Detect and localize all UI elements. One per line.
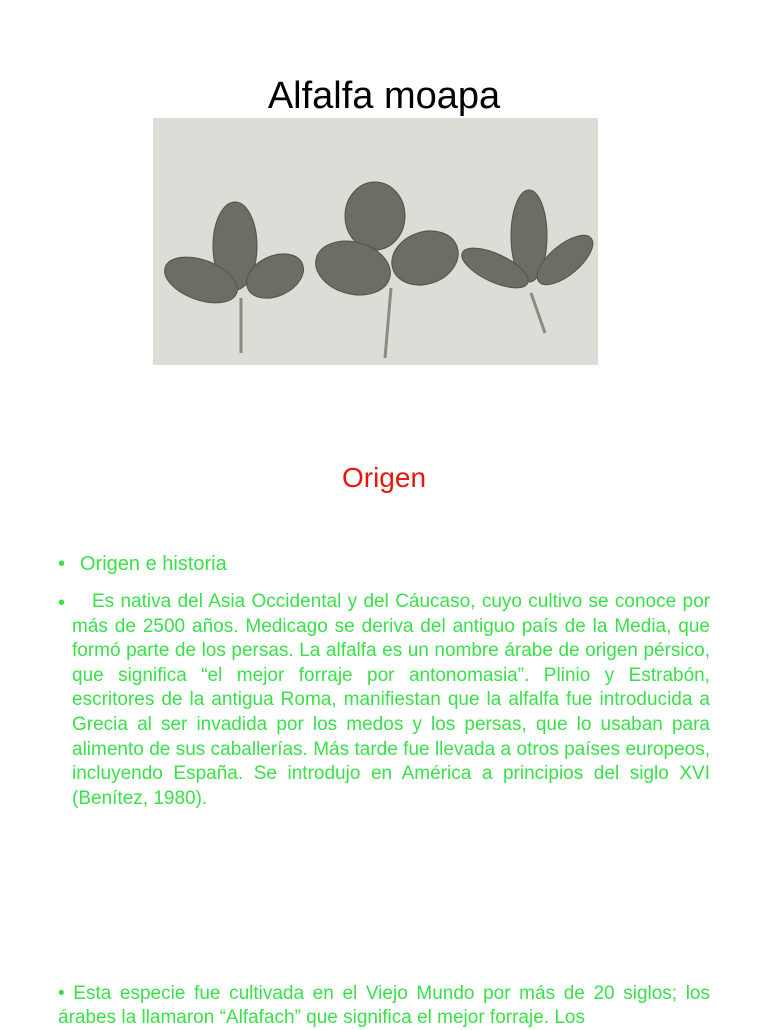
alfalfa-leaves-photo bbox=[153, 118, 598, 365]
paragraph-origin-history: Es nativa del Asia Occidental y del Cáucaso, cuyo cultivo se conoce por más de 2500 años. Medicago se deriva del antiguo país de la Media, que formó parte de los persas. La alfalfa es un nombre árabe de origen pérsico, que significa “el mejor forraje por antonomasia”. Plinio y Estrabón, escritores de la antigua Roma, manifiestan que la alfalfa fue introducida a Grecia al ser invadida por los medos y los persas, que lo usaban para alimento de sus caballerías. Más tarde fue llevada a otros países europeos, incluyendo España. Se introdujo en América a principios del siglo XVI (Benítez, 1980). bbox=[72, 591, 710, 809]
bullet-text: Origen e historia bbox=[80, 553, 227, 575]
bullet-marker: • bbox=[58, 983, 65, 1004]
bullet-marker: • bbox=[58, 592, 66, 614]
slide-title: Alfalfa moapa bbox=[267, 75, 501, 117]
section-title-origen: Origen bbox=[341, 462, 427, 493]
leaves-illustration bbox=[153, 118, 598, 365]
paragraph-text: Esta especie fue cultivada en el Viejo Mundo por más de 20 siglos; los árabes la llamaron “Alfafach” que significa el mejor forraje. Los bbox=[58, 983, 710, 1028]
bullet-marker: • bbox=[58, 553, 66, 575]
paragraph-viejo-mundo bbox=[58, 982, 710, 1030]
